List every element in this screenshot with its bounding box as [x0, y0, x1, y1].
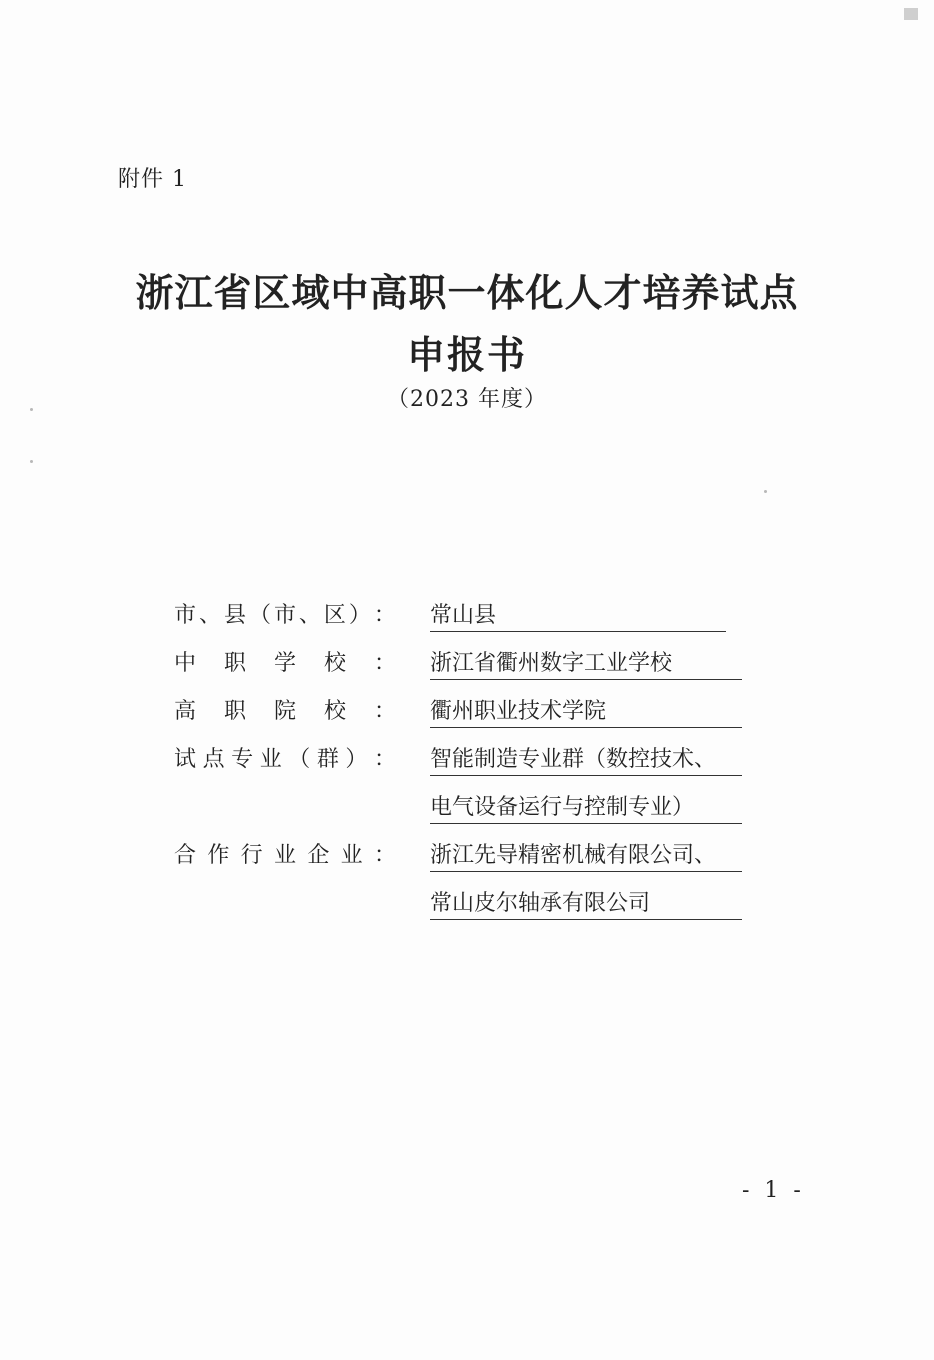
label-char: 业 — [259, 747, 282, 772]
label-char: 合 — [174, 843, 197, 868]
field-label-partner-enterprise — [174, 838, 396, 869]
field-label-college — [174, 694, 396, 725]
field-row-pilot-major — [174, 736, 774, 784]
label-char: 区 — [323, 603, 346, 628]
field-value-secondary-school: 浙江省衢州数字工业学校 — [430, 646, 742, 680]
field-value-pilot-major: 智能制造专业群（数控技术、 — [430, 742, 742, 776]
scan-mark — [904, 8, 918, 20]
field-label-pilot-major — [174, 742, 396, 773]
label-char: 县 — [223, 603, 246, 628]
label-char: 职 — [223, 651, 246, 676]
attachment-label: 附件 1 — [118, 167, 187, 192]
label-char: 市 — [273, 603, 296, 628]
label-char: 、 — [198, 603, 221, 628]
field-label-county — [174, 598, 396, 629]
label-char: 、 — [298, 603, 321, 628]
label-char: 行 — [240, 843, 263, 868]
label-char: ） — [348, 603, 371, 628]
label-char: 院 — [273, 699, 296, 724]
label-char: 试 — [174, 747, 197, 772]
scan-speck — [30, 460, 33, 463]
label-char: ： — [373, 603, 396, 628]
field-row-secondary-school — [174, 640, 774, 688]
field-label-secondary-school — [174, 646, 396, 677]
label-char: 企 — [307, 843, 330, 868]
label-char: 业 — [340, 843, 363, 868]
label-char: 职 — [223, 699, 246, 724]
label-char: （ — [288, 747, 311, 772]
label-char: 市 — [174, 603, 197, 628]
application-fields — [174, 592, 774, 928]
label-char: ： — [373, 843, 396, 868]
label-char: 作 — [207, 843, 230, 868]
field-row-college — [174, 688, 774, 736]
label-char: 业 — [273, 843, 296, 868]
label-char: 专 — [231, 747, 254, 772]
label-char: ： — [373, 747, 396, 772]
label-char: 中 — [174, 651, 197, 676]
document-title: 浙江省区域中高职一体化人才培养试点 — [135, 270, 799, 315]
label-char: ： — [373, 651, 396, 676]
page-number: - 1 - — [742, 1178, 805, 1203]
field-row-partner-enterprise-continued — [174, 880, 774, 928]
label-char: 学 — [273, 651, 296, 676]
field-row-pilot-major-continued — [174, 784, 774, 832]
field-value-partner-enterprise: 浙江先导精密机械有限公司、 — [430, 838, 742, 872]
label-char: ） — [345, 747, 368, 772]
label-char: ： — [373, 699, 396, 724]
field-value-partner-enterprise-line2: 常山皮尔轴承有限公司 — [430, 886, 742, 920]
label-char: 高 — [174, 699, 197, 724]
document-year: （2023 年度） — [387, 387, 547, 412]
scan-speck — [764, 490, 767, 493]
label-char: 群 — [316, 747, 339, 772]
field-value-pilot-major-line2: 电气设备运行与控制专业） — [430, 790, 742, 824]
label-char: 点 — [202, 747, 225, 772]
field-value-college: 衢州职业技术学院 — [430, 694, 742, 728]
field-row-county — [174, 592, 774, 640]
field-value-county: 常山县 — [430, 598, 726, 632]
label-char: 校 — [323, 699, 346, 724]
label-char: （ — [248, 603, 271, 628]
field-row-partner-enterprise — [174, 832, 774, 880]
document-subtitle: 申报书 — [406, 332, 527, 377]
label-char: 校 — [323, 651, 346, 676]
